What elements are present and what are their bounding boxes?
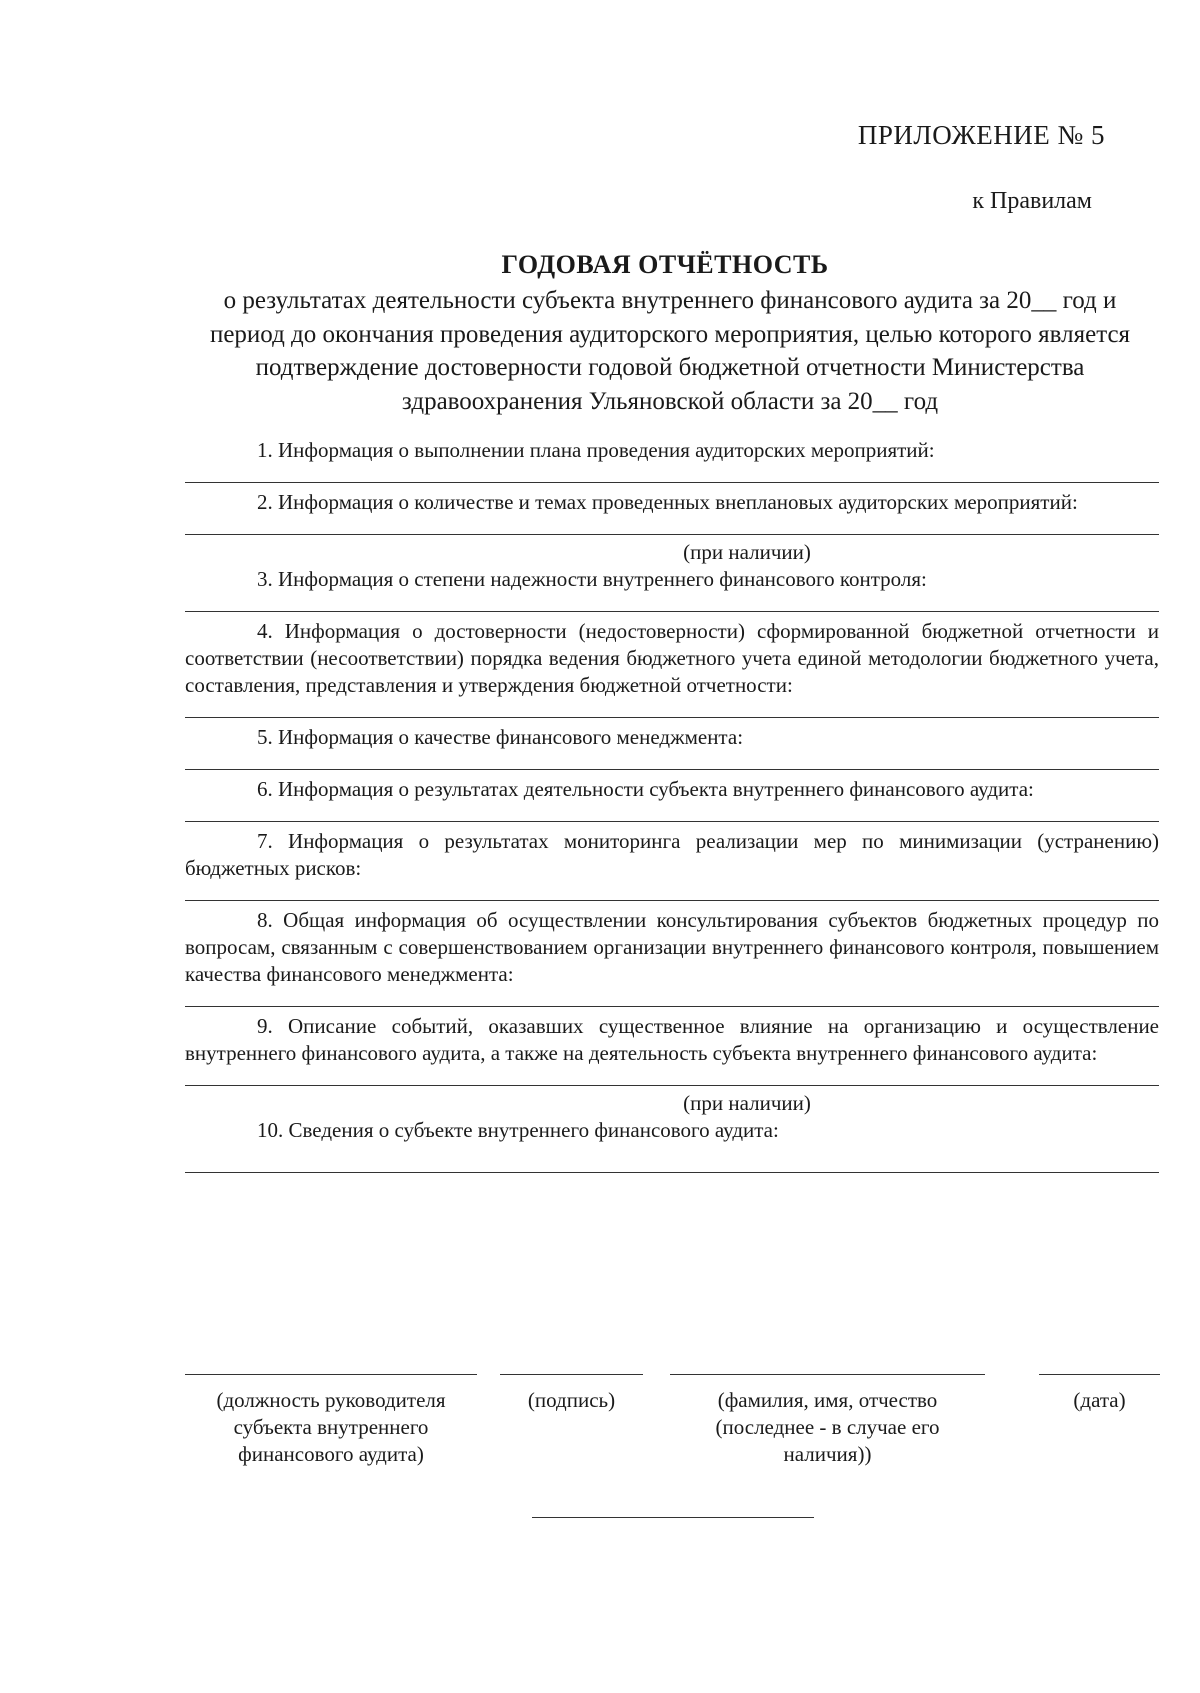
closing-line xyxy=(532,1517,814,1518)
report-sections xyxy=(185,437,1159,1179)
document-title-wrap xyxy=(0,250,1200,280)
section-text: 9. Описание событий, оказавших существенное влияние на организацию и осуществление внутреннего финансового аудита, а также на деятельность субъекта внутреннего финансового аудита: xyxy=(185,1014,1159,1065)
section-text: 1. Информация о выполнении плана проведения аудиторских мероприятий: xyxy=(257,438,935,462)
signature-position-field xyxy=(185,1374,477,1468)
section-text: 3. Информация о степени надежности внутреннего финансового контроля: xyxy=(257,567,927,591)
section-text: 7. Информация о результатах мониторинга реализации мер по минимизации (устранению) бюджетных рисков: xyxy=(185,829,1159,880)
signature-position-caption: (должность руководителя субъекта внутреннего финансового аудита) xyxy=(216,1388,446,1466)
section-note: (при наличии) xyxy=(683,1091,811,1115)
section-5 xyxy=(185,724,1159,770)
section-8 xyxy=(185,907,1159,1007)
fill-line xyxy=(185,1172,1159,1173)
signature-sign-field xyxy=(500,1374,643,1414)
fill-line xyxy=(185,900,1159,901)
section-text: 4. Информация о достоверности (недостоверности) сформированной бюджетной отчетности и соответствии (несоответствии) порядка ведения бюджетного учета единой методологии бюджетного учета, составления, представления и утверждения бюджетной отчетности: xyxy=(185,619,1159,697)
section-9 xyxy=(185,1013,1159,1117)
appendix-reference: к Правилам xyxy=(972,188,1092,214)
document-title: ГОДОВАЯ ОТЧЁТНОСТЬ xyxy=(501,250,829,279)
section-6 xyxy=(185,776,1159,822)
fill-line xyxy=(185,1085,1159,1086)
fill-line xyxy=(185,482,1159,483)
signature-fullname-caption: (фамилия, имя, отчество (последнее - в случае его наличия)) xyxy=(715,1388,940,1466)
fill-line xyxy=(185,1006,1159,1007)
signature-line xyxy=(670,1374,985,1375)
signature-line xyxy=(1039,1374,1160,1375)
signature-fullname-field xyxy=(670,1374,985,1468)
section-text: 6. Информация о результатах деятельности субъекта внутреннего финансового аудита: xyxy=(257,777,1034,801)
appendix-number: ПРИЛОЖЕНИЕ № 5 xyxy=(857,120,1105,150)
section-10 xyxy=(185,1117,1159,1173)
section-note: (при наличии) xyxy=(683,540,811,564)
document-subtitle: о результатах деятельности субъекта внутреннего финансового аудита за 20__ год и период до окончания проведения аудиторского мероприятия, целью которого является подтверждение достоверности годовой бюджетной отчетности Министерства здравоохранения Ульяновской области за 20__ год xyxy=(209,287,1131,415)
signature-line xyxy=(500,1374,643,1375)
fill-line xyxy=(185,611,1159,612)
section-text: 10. Сведения о субъекте внутреннего финансового аудита: xyxy=(257,1118,779,1142)
section-text: 2. Информация о количестве и темах проведенных внеплановых аудиторских мероприятий: xyxy=(257,490,1078,514)
section-4 xyxy=(185,618,1159,718)
section-3 xyxy=(185,566,1159,612)
section-2 xyxy=(185,489,1159,566)
signature-block xyxy=(185,1374,1160,1494)
section-text: 5. Информация о качестве финансового менеджмента: xyxy=(257,725,744,749)
signature-date-caption: (дата) xyxy=(1073,1388,1126,1412)
fill-line xyxy=(185,769,1159,770)
fill-line xyxy=(185,717,1159,718)
fill-line xyxy=(185,821,1159,822)
section-1 xyxy=(185,437,1159,483)
signature-date-field xyxy=(1039,1374,1160,1414)
section-7 xyxy=(185,828,1159,901)
signature-line xyxy=(185,1374,477,1375)
section-text: 8. Общая информация об осуществлении консультирования субъектов бюджетных процедур по вопросам, связанным с совершенствованием организации внутреннего финансового контроля, повышением качества финансового менеджмента: xyxy=(185,908,1159,986)
fill-line xyxy=(185,534,1159,535)
signature-sign-caption: (подпись) xyxy=(527,1388,616,1412)
